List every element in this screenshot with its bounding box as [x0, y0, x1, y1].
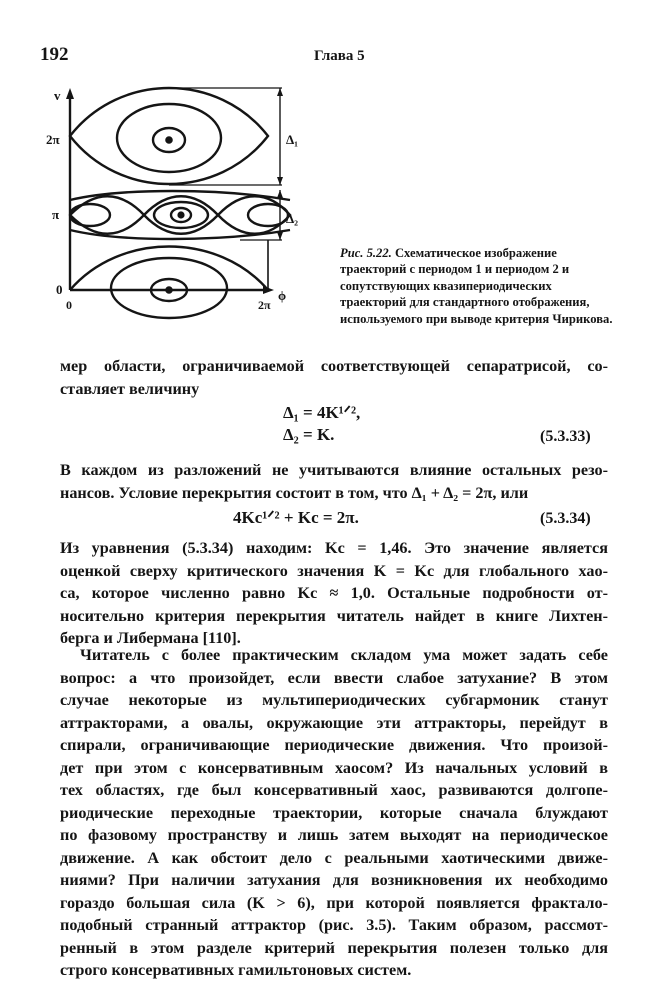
paragraph-3	[60, 537, 608, 650]
v-axis-arrow	[66, 88, 74, 99]
orbit-mid-right	[248, 204, 288, 226]
center-top	[166, 137, 171, 142]
text-line: дет при этом с консервативным хаосом? Из начальных условий в	[60, 758, 608, 777]
equation-overlap: 4Kc¹ᐟ² + Kc = 2π.	[233, 508, 359, 527]
text-line: гораздо большая сила (K > 6), при которой появляется фрактало-	[60, 893, 608, 912]
phase-portrait-figure	[40, 80, 310, 325]
text-line: риодические переходные траектории, которые сначала блуждают	[60, 803, 608, 822]
caption-label: Рис. 5.22.	[340, 246, 392, 260]
text-line: берга и Либермана [110].	[60, 629, 241, 647]
text-line: ренный в этом разделе критерий перекрытия полезен только для	[60, 938, 608, 957]
text-line: тех областях, где был консервативный хаос, развиваются долгопе-	[60, 781, 608, 799]
delta2-label: Δ₂	[286, 211, 299, 226]
x-label-0: 0	[66, 298, 72, 312]
page-number: 192	[40, 44, 69, 65]
figure-caption	[340, 245, 614, 327]
axis-label-phi: ϕ	[278, 288, 287, 303]
paragraph-2	[60, 459, 608, 504]
caption-text: Схематическое изображение траекторий с периодом 1 и периодом 2 и сопутствующих квазипериодических траекторий для стандартного отображения, используемого при выводе критерия Чирикова.	[340, 246, 613, 326]
equation-delta1: Δ₁ = 4K¹ᐟ²,	[283, 403, 361, 422]
text-line: нансов. Условие перекрытия состоит в том, что Δ₁ + Δ₂ = 2π, или	[60, 483, 529, 502]
text-line: ниями? При наличии затухания для возникновения их необходимо	[60, 871, 608, 889]
text-line: подобный странный аттрактор (рис. 3.5). Таким образом, рассмот-	[60, 916, 608, 934]
chapter-title: Глава 5	[314, 48, 365, 64]
separatrix-top	[70, 88, 268, 184]
text-line: вопрос: а что произойдет, если ввести слабое затухание? В этом	[60, 668, 608, 687]
center-bottom	[166, 287, 171, 292]
text-line: по фазовому пространству и лишь затем выходят на периодическое	[60, 826, 608, 844]
text-line: движение. А как обстоит дело с реальными хаотическими движе-	[60, 848, 608, 867]
equation-delta2: Δ₂ = K.	[283, 425, 335, 444]
text-line: В каждом из разложений не учитываются влияние остальных резо-	[60, 461, 608, 479]
text-line: мер области, ограничиваемой соответствующей сепаратрисой, со-	[60, 357, 608, 375]
text-line: Читатель с более практическим складом ума может задать себе	[80, 646, 608, 664]
paragraph-1	[60, 355, 608, 400]
delta1-label: Δ₁	[286, 132, 299, 147]
y-label-pi: π	[52, 207, 60, 222]
center-mid	[179, 213, 184, 218]
text-line: носительно критерия перекрытия читатель найдет в книге Лихтен-	[60, 606, 608, 625]
text-line: строго консервативных гамильтоновых систем.	[60, 961, 412, 979]
text-line: оценкой сверху критического значения K = Kc для глобального хао-	[60, 561, 608, 580]
text-line: спирали, ограничивающие периодические движения. Что произой-	[60, 736, 608, 754]
orbit-mid-left	[70, 204, 110, 226]
y-label-2pi: 2π	[46, 132, 60, 147]
equation-number-5-3-33: (5.3.33)	[540, 428, 591, 445]
y-label-0: 0	[56, 282, 63, 297]
text-line: случае некоторые из мультипериодических субгармоник станут	[60, 691, 608, 709]
text-line: са, которое численно равно Kc ≈ 1,0. Остальные подробности от-	[60, 584, 608, 602]
separatrix-bottom	[70, 247, 268, 291]
text-line: аттракторами, а овалы, окружающие эти аттракторы, перейдут в	[60, 713, 608, 732]
axis-label-v: v	[54, 88, 61, 103]
equation-number-5-3-34: (5.3.34)	[540, 510, 591, 527]
text-line: Из уравнения (5.3.34) находим: Kc = 1,46. Это значение является	[60, 539, 608, 557]
text-line: ставляет величину	[60, 379, 200, 398]
x-label-2pi: 2π	[258, 298, 271, 312]
paragraph-4	[60, 644, 608, 982]
